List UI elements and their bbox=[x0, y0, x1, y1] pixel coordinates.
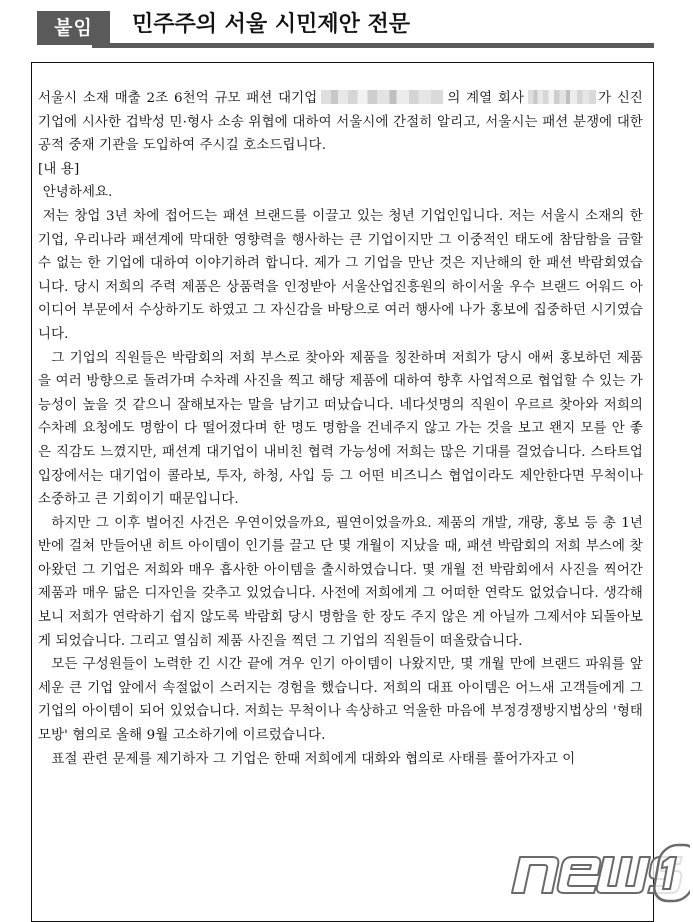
redacted-company-name bbox=[321, 90, 443, 104]
body-paragraph: 저는 창업 3년 차에 접어드는 패션 브랜드를 이끌고 있는 청년 기업인입니다. 저는 서울시 소재의 한 기업, 우리나라 패션계에 막대한 영향력을 행사하는 큰 기업이지만 그 이중적인 태도에 참담함을 금할 수 없는 한 기업에 대하여 이야기하려 합니다. 제가 그 기업을 만난 것은 지난해의 한 패션 박람회였습니다. 당시 저희의 주력 제품은 상품력을 인정받아 서울산업진흥원의 하이서울 우수 브랜드 어워드 아이디어 부문에서 수상하기도 하였고 그 자신감을 바탕으로 여러 행사에 나가 홍보에 집중하던 시기였습니다. bbox=[38, 208, 643, 342]
intro-text-part2: 의 계열 회사 bbox=[447, 91, 525, 106]
body-paragraph: 표절 관련 문제를 제기하자 그 기업은 한때 저희에게 대화와 협의로 사태를 풀어가자고 이 bbox=[51, 751, 576, 767]
intro-text-part3: 가 신진 기업에 시사한 겁박성 민·형사 소송 위협에 대하여 서울시에 간절히 알리고, 서울시는 패션 분쟁에 대한 공적 중재 기관을 도입하여 주시길 호소드립니다. bbox=[38, 91, 643, 154]
intro-text-part1: 서울시 소재 매출 2조 6천억 규모 패션 대기업 bbox=[38, 91, 318, 106]
section-label: [내 용] bbox=[38, 161, 80, 177]
news1-watermark-logo bbox=[500, 843, 690, 903]
body-paragraph: 그 기업의 직원들은 박람회의 저희 부스로 찾아와 제품을 칭찬하며 저희가 당시 애써 홍보하던 제품을 여러 방향으로 돌려가며 수차례 사진을 찍고 해당 제품에 대하여 향후 사업적으로 협업할 수 있는 가능성이 높을 것 같으니 잘해보자는 말을 남기고 떠났습니다. 네다섯명의 직원이 우르르 찾아와 저희의 수차례 요청에도 명함이 다 떨어졌다며 한 명도 명함을 건네주지 않고 가는 것을 보고 왠지 모를 안 좋은 직감도 느꼈지만, 패션계 대기업이 내비친 협력 가능성에 저희는 많은 기대를 걸었습니다. 스타트업 입장에서는 대기업이 콜라보, 투자, 하청, 사입 등 그 어떤 비즈니스 협업이라도 제안한다면 무척이나 소중하고 큰 기회이기 때문입니다. bbox=[38, 350, 643, 508]
intro-paragraph bbox=[38, 87, 643, 158]
title-underline-divider bbox=[92, 43, 654, 48]
redacted-affiliate-name bbox=[528, 90, 596, 104]
attachment-tag: 붙임 bbox=[37, 11, 110, 45]
greeting: 안녕하세요. bbox=[42, 185, 113, 201]
body-paragraph: 하지만 그 이후 벌어진 사건은 우연이었을까요, 필연이었을까요. 제품의 개발, 개량, 홍보 등 총 1년 반에 걸쳐 만들어낸 히트 아이템이 인기를 끌고 단 몇 개월이 지났을 때, 패션 박람회의 저희 부스에 찾아왔던 그 기업은 저희와 매우 흡사한 아이템을 출시하였습니다. 몇 개월 전 박람회에서 사진을 찍어간 제품과 매우 닮은 디자인을 갖추고 있었습니다. 사전에 저희에게 그 어떠한 연락도 없었습니다. 생각해 보니 저희가 연락하기 쉽지 않도록 박람회 당시 명함을 한 장도 주지 않은 게 아닐까 그제서야 되돌아보게 되었습니다. 그리고 열심히 제품 사진을 찍던 그 기업의 직원들이 떠올랐습니다. bbox=[38, 515, 643, 649]
body-paragraph: 모든 구성원들이 노력한 긴 시간 끝에 겨우 인기 아이템이 나왔지만, 몇 개월 만에 브랜드 파워를 앞세운 큰 기업 앞에서 속절없이 스러지는 경험을 했습니다. 저희의 대표 아이템은 어느새 고객들에게 그 기업의 아이템이 되어 있었습니다. 저희는 무척이나 속상하고 억울한 마음에 부정경쟁방지법상의 '형태 모방' 혐의로 올해 9월 고소하기에 이르렀습니다. bbox=[38, 657, 643, 744]
page-title: 민주주의 서울 시민제안 전문 bbox=[132, 12, 411, 37]
proposal-document-box bbox=[31, 62, 654, 922]
proposal-document-body bbox=[38, 87, 643, 771]
document-header bbox=[0, 0, 693, 60]
news1-logo-icon bbox=[500, 843, 690, 903]
